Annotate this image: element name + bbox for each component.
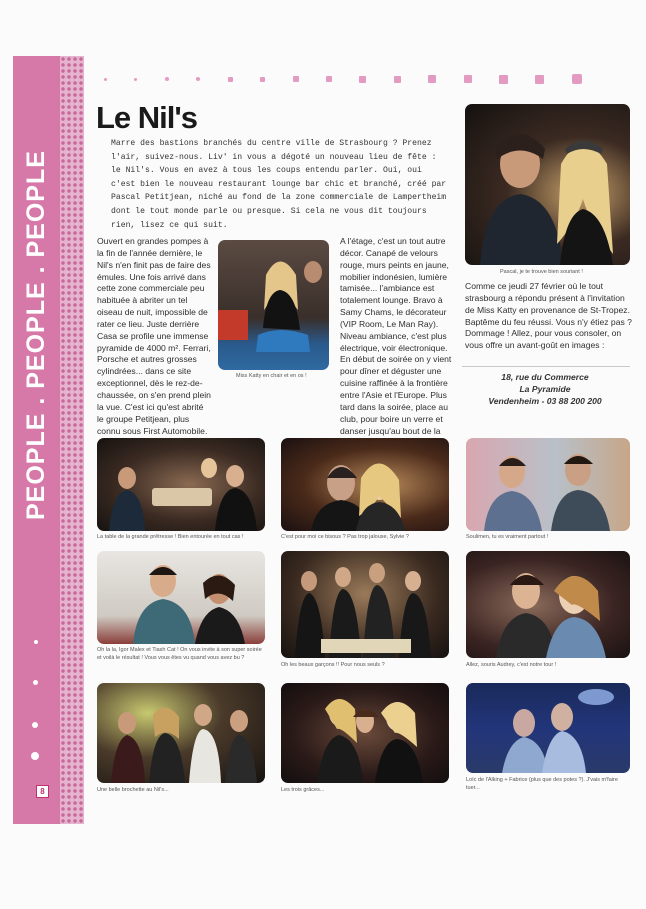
caption-grid-6: Allez, souris Audrey, c'est notre tour ! bbox=[466, 662, 557, 668]
sidebar-dot bbox=[33, 680, 38, 685]
photo-grid-4 bbox=[97, 551, 265, 644]
photo-figures bbox=[218, 240, 329, 370]
caption-grid-4: Oh la la, Igor Malex et Tiash Cat ! On vous invite à son super soirée et voilà le résultat ! Vous vous êtes vu quand vous avez bu ? bbox=[97, 647, 262, 661]
page-number: 8 bbox=[36, 785, 49, 798]
caption-miss-katty: Miss Katty en chair et en os ! bbox=[236, 373, 307, 379]
address-street: 18, rue du Commerce bbox=[501, 372, 589, 382]
caption-grid-2: C'est pour moi ce bisous ? Pas trop jalouse, Sylvie ? bbox=[281, 534, 409, 540]
address-place: La Pyramide bbox=[519, 384, 571, 395]
photo-grid-3 bbox=[466, 438, 630, 531]
caption-grid-8: Les trois grâces... bbox=[281, 787, 325, 793]
sidebar-dot bbox=[34, 640, 38, 644]
caption-top-right: Pascal, je te trouve bien souriant ! bbox=[500, 269, 583, 275]
address-block bbox=[459, 371, 631, 408]
article-column-3: Comme ce jeudi 27 février où le tout strasbourg a répondu présent à l'invitation de Miss Katty en provenance de St-Tropez. Baptême du feu réussi. Vous n'y étiez pas ? Dommage ! Allez, pour vous consoler, on vous offre un avant-goût en images : bbox=[465, 281, 632, 351]
photo-figures bbox=[465, 104, 630, 265]
address-city-phone: Vendenheim - 03 88 200 200 bbox=[488, 396, 602, 407]
sidebar-dot bbox=[32, 722, 38, 728]
caption-grid-3: Soulimen, tu es vraiment partout ! bbox=[466, 534, 549, 540]
article-title: Le Nil's bbox=[96, 100, 198, 135]
caption-grid-1: La table de la grande prêtresse ! Bien entourée en tout cas ! bbox=[97, 534, 244, 540]
sidebar-dot bbox=[31, 752, 39, 760]
photo-grid-5 bbox=[281, 551, 449, 658]
photo-couple-top bbox=[465, 104, 630, 265]
divider bbox=[462, 366, 630, 367]
dot-pattern bbox=[60, 56, 84, 824]
people-banner bbox=[14, 140, 58, 520]
article-column-2: A l'étage, c'est un tout autre décor. Canapé de velours rouge, murs peints en jaune, mobilier indonésien, lumière tamisée... l'ambiance est totalement lounge. Bravo à Samy Chams, le décorateur (VIP Room, Le Man Ray). Niveau ambiance, c'est plus électrique, voir électronique. En début de soirée on y vient pour dîner et déguster une cuisine raffinée à la frontière entre l'Asie et l'Europe. Plus tard dans la soirée, place au club, pour boire un verre et danser jusqu'au bout de la bbox=[340, 236, 452, 436]
photo-miss-katty bbox=[218, 240, 329, 370]
photo-grid-6 bbox=[466, 551, 630, 658]
decorative-dot-row bbox=[104, 72, 582, 86]
caption-grid-9: Loïc de l'Alking + Fabrice (plus que des potes ?). J'vais m'faire tuer... bbox=[466, 777, 618, 791]
caption-grid-7: Une belle brochette au Nil's... bbox=[97, 787, 169, 793]
caption-grid-5: Oh les beaux garçons !! Pour nous seuls ? bbox=[281, 662, 385, 668]
photo-grid-2 bbox=[281, 438, 449, 531]
photo-grid-7 bbox=[97, 683, 265, 783]
photo-grid-9 bbox=[466, 683, 630, 773]
photo-grid-8 bbox=[281, 683, 449, 783]
photo-grid-1 bbox=[97, 438, 265, 531]
article-intro: Marre des bastions branchés du centre ville de Strasbourg ? Prenez l'air, suivez-nous. Liv' in vous a dégoté un nouveau lieu de fête : le Nil's. Vous en avez à tous les coups entendu parler. Oui, oui c'est bien le nouveau restaurant lounge bar chic et branché, créé par Pascal Petitjean, niché au fond de la zone commerciale de Lampertheim dont le tout monde parle ou presque. Si cela ne vous dit toujours rien, lisez ce qui suit. bbox=[111, 139, 447, 230]
article-column-1: Ouvert en grandes pompes à la fin de l'année dernière, le Nil's n'en finit pas de faire des émules. Une fois arrivé dans cette zone commerciale peu habituée à abriter un tel oiseau de nuit, impossible de rater ce lieu. Juste derrière Casa se profile une immense pyramide de 4000 m². Ferrari, Porsche et autres grosses cylindrées... dans ce site exceptionnel, dès le rez-de-chaussée, on s'en prend plein la vue. C'est ici qu'est abrité le groupe Petitjean, plus connu sous First Automobile. bbox=[97, 236, 211, 436]
people-label: PEOPLE . PEOPLE . PEOPLE bbox=[22, 150, 50, 520]
